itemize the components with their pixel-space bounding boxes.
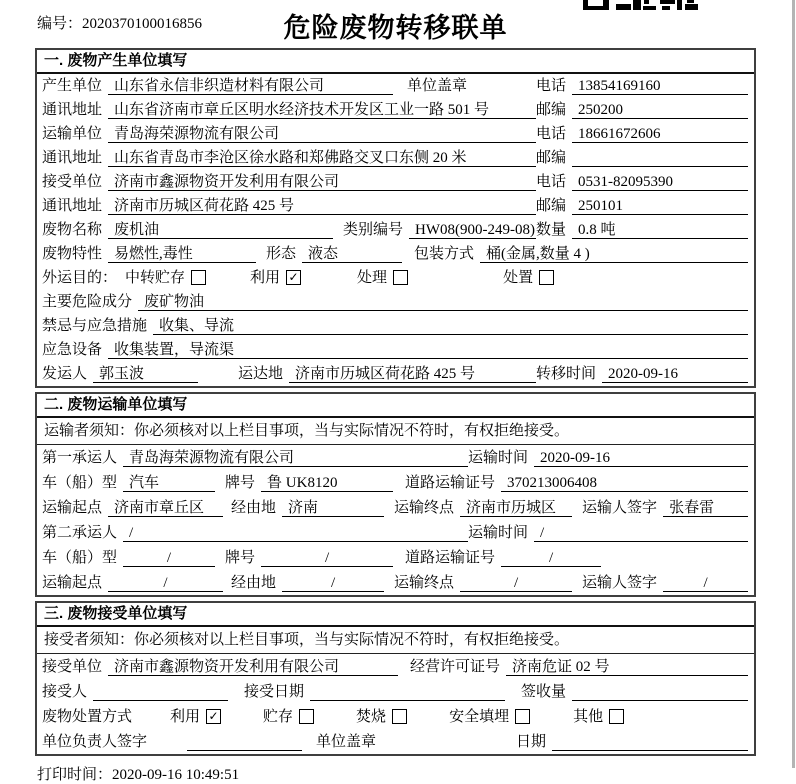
emergency-equipment-row xyxy=(37,338,754,362)
postcode-label: 邮编 xyxy=(536,102,567,118)
carrier-sign-value: 张春雷 xyxy=(663,499,748,517)
first-carrier-label: 第一承运人 xyxy=(42,450,118,466)
taboo-measures-row xyxy=(37,314,754,338)
transfer-time-group xyxy=(536,365,748,383)
main-hazard-row xyxy=(37,290,754,314)
road-license-label: 道路运输证号 xyxy=(405,475,496,491)
page-edge-line xyxy=(792,0,795,768)
waste-character-label: 废物特性 xyxy=(42,246,103,262)
document-title: 危险废物转移联单 xyxy=(283,13,508,43)
purpose-option-label: 处置 xyxy=(503,270,534,286)
transport-time2-group xyxy=(468,524,748,542)
route-end2-value: / xyxy=(460,574,572,592)
phone-label: 电话 xyxy=(536,78,567,94)
accept-date-label: 接受日期 xyxy=(244,684,305,700)
producer-address-row xyxy=(37,98,754,122)
quantity-label: 数量 xyxy=(536,222,567,238)
receipt-qty-value xyxy=(572,683,748,701)
dispatch-row xyxy=(37,362,754,386)
destination-label: 运达地 xyxy=(238,366,284,382)
purpose-option-label: 中转贮存 xyxy=(125,270,186,286)
checkbox-landfill xyxy=(515,709,530,724)
unit-seal-label: 单位盖章 xyxy=(316,734,377,750)
transporter-notice: 运输者须知：你必须核对以上栏目事项，当与实际情况不符时，有权拒绝接受。 xyxy=(37,418,754,445)
receiver-postcode-value: 250101 xyxy=(572,197,748,215)
carrier-sign-label: 运输人签字 xyxy=(582,575,658,591)
transport-time-label: 运输时间 xyxy=(468,525,529,541)
checkbox-other xyxy=(609,709,624,724)
category-code-label: 类别编号 xyxy=(343,222,404,238)
serial-number: 2020370100016856 xyxy=(82,16,203,32)
waste-transfer-form xyxy=(35,0,756,784)
operation-license-label: 经营许可证号 xyxy=(410,659,501,675)
waste-character-value: 易燃性,毒性 xyxy=(108,245,256,263)
transporter-address-row xyxy=(37,146,754,170)
carrier-sign-label: 运输人签字 xyxy=(582,500,658,516)
transporter-postcode-value xyxy=(572,149,748,167)
route-start-label: 运输起点 xyxy=(42,575,103,591)
transport-time2-value: / xyxy=(534,524,748,542)
transporter-postcode-group xyxy=(536,149,748,167)
waste-character-row xyxy=(37,242,754,266)
first-carrier-row xyxy=(37,445,754,470)
disposal-option-label: 利用 xyxy=(170,709,201,725)
road-license-value: 370213006408 xyxy=(501,474,748,492)
receiver-notice: 接受者须知：你必须核对以上栏目事项，当与实际情况不符时，有权拒绝接受。 xyxy=(37,627,754,654)
route2-row xyxy=(37,570,754,595)
category-code-value: HW08(900-249-08) xyxy=(409,221,536,239)
transfer-time-label: 转移时间 xyxy=(536,366,597,382)
receiver-phone-value: 0531-82095390 xyxy=(572,173,748,191)
acceptor-value xyxy=(93,683,228,701)
operation-license-value: 济南危证 02 号 xyxy=(506,658,748,676)
transporter-phone-group xyxy=(536,125,748,143)
producer-phone-value: 13854169160 xyxy=(572,77,748,95)
disposal-option-label: 其他 xyxy=(573,709,604,725)
first-carrier-value: 青岛海荣源物流有限公司 xyxy=(123,449,468,467)
plate-label: 牌号 xyxy=(225,475,256,491)
producer-postcode-value: 250200 xyxy=(572,101,748,119)
print-time-label: 打印时间： xyxy=(37,767,113,783)
checkbox-store xyxy=(299,709,314,724)
vehicle-type-value: 汽车 xyxy=(123,474,215,492)
second-carrier-label: 第二承运人 xyxy=(42,525,118,541)
receiver-label: 接受单位 xyxy=(42,174,103,190)
address-label: 通讯地址 xyxy=(42,150,103,166)
destination-value: 济南市历城区荷花路 425 号 xyxy=(289,365,536,383)
producer-address-value: 山东省济南市章丘区明水经济技术开发区工业一路 501 号 xyxy=(108,101,536,119)
transport-time-label: 运输时间 xyxy=(468,450,529,466)
route-start2-value: / xyxy=(108,574,223,592)
dispatcher-value: 郭玉波 xyxy=(93,365,198,383)
vehicle1-row xyxy=(37,470,754,495)
receiver-address-row xyxy=(37,194,754,218)
responsible-sign-value xyxy=(187,733,302,751)
checkbox-dispose xyxy=(539,270,554,285)
main-hazard-label: 主要危险成分 xyxy=(42,294,133,310)
producer-postcode-group xyxy=(536,101,748,119)
plate2-value: / xyxy=(261,549,393,567)
taboo-measures-label: 禁忌与应急措施 xyxy=(42,318,148,334)
route-end-value: 济南市历城区 xyxy=(460,499,572,517)
disposal-method-row xyxy=(37,704,754,729)
road-license-label: 道路运输证号 xyxy=(405,550,496,566)
route-via2-value: / xyxy=(282,574,384,592)
postcode-label: 邮编 xyxy=(536,150,567,166)
plate-value: 鲁 UK8120 xyxy=(261,474,393,492)
receiver-name-value: 济南市鑫源物资开发利用有限公司 xyxy=(108,173,536,191)
route-end-label: 运输终点 xyxy=(394,575,455,591)
acceptor-label: 接受人 xyxy=(42,684,88,700)
phone-label: 电话 xyxy=(536,174,567,190)
carrier-sign2-value: / xyxy=(663,574,748,592)
main-hazard-value: 废矿物油 xyxy=(138,293,748,311)
producer-name-value: 山东省永信非织造材料有限公司 xyxy=(108,77,393,95)
purpose-option-label: 利用 xyxy=(250,270,281,286)
vehicle-type-label: 车（船）型 xyxy=(42,550,118,566)
section-producer xyxy=(35,48,756,388)
section3-heading: 三. 废物接受单位填写 xyxy=(37,603,754,627)
second-carrier-row xyxy=(37,520,754,545)
producer-phone-group xyxy=(536,77,748,95)
acceptor-row xyxy=(37,679,754,704)
disposal-option-label: 安全填埋 xyxy=(449,709,510,725)
qr-code-fragment-icon xyxy=(583,0,701,10)
route-start-label: 运输起点 xyxy=(42,500,103,516)
checkbox-incinerate xyxy=(392,709,407,724)
document-header xyxy=(35,0,756,48)
date-label: 日期 xyxy=(516,734,547,750)
road-license2-value: / xyxy=(501,549,601,567)
transporter-phone-value: 18661672606 xyxy=(572,125,748,143)
blank-space xyxy=(607,549,748,567)
accept-unit-label: 接受单位 xyxy=(42,659,103,675)
producer-row xyxy=(37,74,754,98)
accept-date-value xyxy=(310,683,505,701)
disposal-method-label: 废物处置方式 xyxy=(42,709,133,725)
accept-unit-value: 济南市鑫源物资开发利用有限公司 xyxy=(108,658,398,676)
checkbox-treat xyxy=(393,270,408,285)
print-time-line xyxy=(35,763,756,784)
packing-value: 桶(金属,数量 4 ) xyxy=(480,245,748,263)
transfer-purpose-row xyxy=(37,266,754,290)
route-via-label: 经由地 xyxy=(231,500,277,516)
route1-row xyxy=(37,495,754,520)
postcode-label: 邮编 xyxy=(536,198,567,214)
physical-form-value: 液态 xyxy=(302,245,402,263)
route-end-label: 运输终点 xyxy=(394,500,455,516)
waste-name-label: 废物名称 xyxy=(42,222,103,238)
transporter-label: 运输单位 xyxy=(42,126,103,142)
route-via-label: 经由地 xyxy=(231,575,277,591)
unit-seal-label: 单位盖章 xyxy=(407,78,468,94)
address-label: 通讯地址 xyxy=(42,102,103,118)
accept-unit-row xyxy=(37,654,754,679)
section-transporter xyxy=(35,392,756,597)
receiver-postcode-group xyxy=(536,197,748,215)
producer-label: 产生单位 xyxy=(42,78,103,94)
dispatcher-label: 发运人 xyxy=(42,366,88,382)
waste-qty-group xyxy=(536,221,748,239)
receiver-address-value: 济南市历城区荷花路 425 号 xyxy=(108,197,536,215)
purpose-option-label: 处理 xyxy=(357,270,388,286)
receipt-qty-label: 签收量 xyxy=(521,684,567,700)
packing-label: 包装方式 xyxy=(414,246,475,262)
second-carrier-value: / xyxy=(123,524,468,542)
vehicle-type2-value: / xyxy=(123,549,215,567)
waste-name-value: 废机油 xyxy=(108,221,333,239)
quantity-value: 0.8 吨 xyxy=(572,221,748,239)
transfer-time-value: 2020-09-16 xyxy=(602,365,748,383)
responsible-sign-label: 单位负责人签字 xyxy=(42,734,148,750)
route-via-value: 济南 xyxy=(282,499,384,517)
emergency-equipment-value: 收集装置，导流渠 xyxy=(108,341,748,359)
physical-form-label: 形态 xyxy=(266,246,297,262)
transport-time-group xyxy=(468,449,748,467)
print-time-value: 2020-09-16 10:49:51 xyxy=(112,767,240,783)
transporter-name-value: 青岛海荣源物流有限公司 xyxy=(108,125,536,143)
disposal-option-label: 贮存 xyxy=(263,709,294,725)
signature-row xyxy=(37,729,754,754)
section1-heading: 一. 废物产生单位填写 xyxy=(37,50,754,74)
transporter-row xyxy=(37,122,754,146)
transport-time-value: 2020-09-16 xyxy=(534,449,748,467)
transporter-address-value: 山东省青岛市李沧区徐水路和郑佛路交叉口东侧 20 米 xyxy=(108,149,536,167)
checkbox-utilize-checked: ✓ xyxy=(206,709,221,724)
receiver-row xyxy=(37,170,754,194)
vehicle2-row xyxy=(37,545,754,570)
emergency-equipment-label: 应急设备 xyxy=(42,342,103,358)
taboo-measures-value: 收集、导流 xyxy=(153,317,748,335)
address-label: 通讯地址 xyxy=(42,198,103,214)
section2-heading: 二. 废物运输单位填写 xyxy=(37,394,754,418)
phone-label: 电话 xyxy=(536,126,567,142)
checkbox-utilize-checked: ✓ xyxy=(286,270,301,285)
section-receiver xyxy=(35,601,756,756)
transfer-purpose-label: 外运目的： xyxy=(42,270,118,286)
date-value xyxy=(552,733,748,751)
receiver-phone-group xyxy=(536,173,748,191)
vehicle-type-label: 车（船）型 xyxy=(42,475,118,491)
checkbox-transit-storage xyxy=(191,270,206,285)
waste-name-row xyxy=(37,218,754,242)
route-start-value: 济南市章丘区 xyxy=(108,499,223,517)
plate-label: 牌号 xyxy=(225,550,256,566)
disposal-option-label: 焚烧 xyxy=(356,709,387,725)
serial-label: 编号： xyxy=(37,16,83,32)
